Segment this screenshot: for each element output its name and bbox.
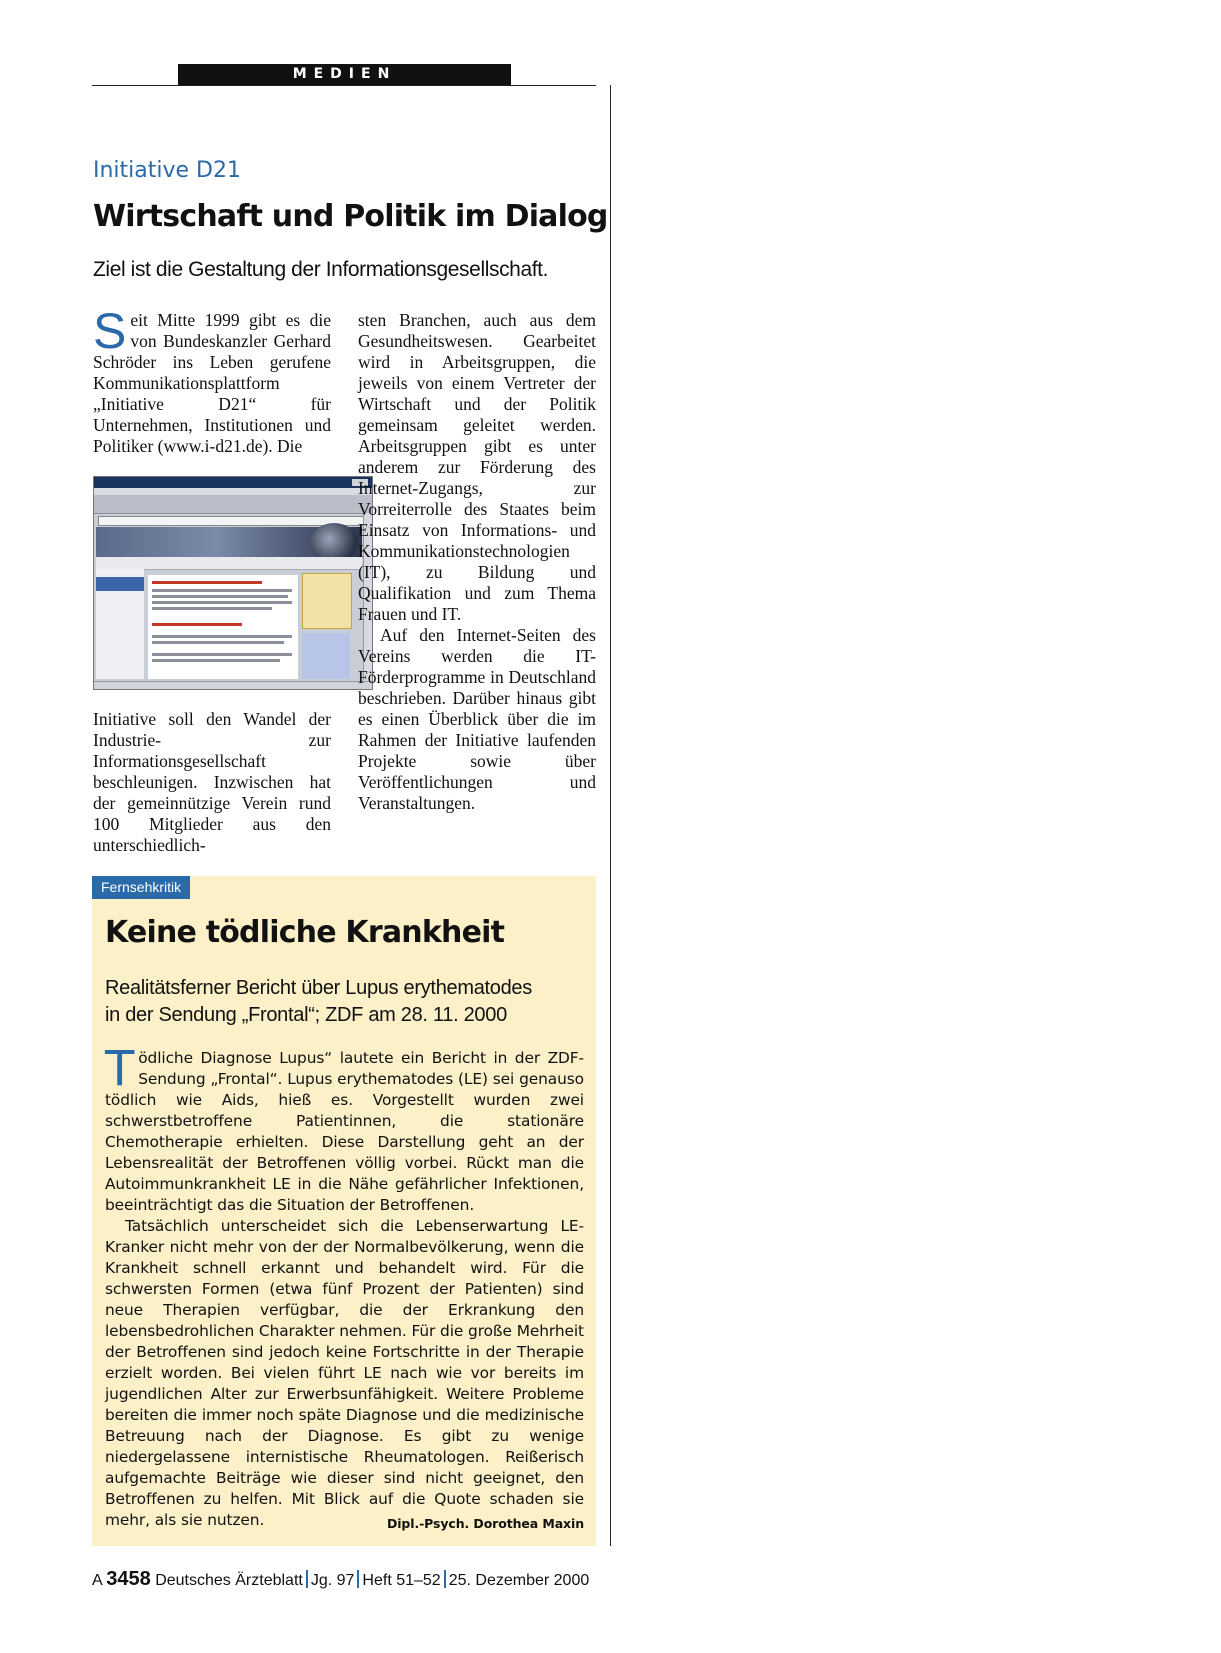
footer-separator xyxy=(357,1570,359,1588)
article2-paragraph2-wrap xyxy=(105,1216,584,1531)
screenshot-toolbar xyxy=(94,495,372,514)
article2-subhead-line2: in der Sendung „Frontal“; ZDF am 28. 11. 2000 xyxy=(105,1004,507,1026)
journal-volume: Jg. 97 xyxy=(310,1572,355,1589)
article1-column1-bottom: Initiative soll den Wandel der Industrie- zur Informationsgesellschaft beschleunigen. Inzwischen hat der gemeinnützige Verein rund 100 Mitglieder aus den unterschiedlich- xyxy=(93,709,331,855)
article2-headline: Keine tödliche Krankheit xyxy=(105,915,505,950)
article2-subhead xyxy=(105,975,585,1029)
article2-author: Dipl.-Psych. Dorothea Maxin xyxy=(386,1516,584,1531)
article1-column1-top xyxy=(93,303,331,457)
website-screenshot-image xyxy=(93,476,373,690)
article2-paragraph2: Tatsächlich unterscheidet sich die Lebenserwartung LE-Kranker nicht mehr von der der Normalbevölkerung, wenn die Krankheit schnell erkannt und behandelt wird. Für die schwersten Formen (etwa fünf Prozent der Patienten) sind neue Therapien verfügbar, die der Erkrankung den lebensbedrohlichen Charakter nehmen. Für die große Mehrheit der Betroffenen sind jedoch keine Fortschritte in der Therapie erzielt worden. Bei vielen führt LE nach wie vor bereits im jugendlichen Alter zur Erwerbsunfähigkeit. Weitere Probleme bereiten die immer noch späte Diagnose und die medizinische Betreuung nach der Diagnose. Es gibt zu wenige niedergelassene internistische Rheumatologen. Reißerisch aufgemachte Beiträge wie dieser sind nicht geeignet, den Betroffenen zu helfen. Mit Blick auf die Quote schaden sie mehr, als sie nutzen. xyxy=(105,1217,584,1529)
article1-intro-text: eit Mitte 1999 gibt es die von Bundeskanzler Gerhard Schröder ins Leben gerufene Kommunikationsplattform „Initiative D21“ für Unternehmen, Institutionen und Politiker (www.i-d21.de). Die xyxy=(93,310,331,456)
tv-critique-tag: Fernsehkritik xyxy=(92,876,190,899)
screenshot-titlebar xyxy=(94,477,372,488)
article1-kicker: Initiative D21 xyxy=(93,158,241,183)
section-header-bar: MEDIEN xyxy=(178,64,511,85)
article2-paragraph1-wrap xyxy=(105,1041,584,1216)
screenshot-menubar xyxy=(94,488,372,495)
article2-paragraph1: ödliche Diagnose Lupus“ lautete ein Bericht in der ZDF-Sendung „Frontal“. Lupus erythematodes (LE) sei genauso tödlich wie Aids, hieß es. Vorgestellt wurden zwei schwerstbetroffene Patientinnen, die stationäre Chemotherapie erhielten. Diese Darstellung geht an der Lebensrealität der Betroffenen völlig vorbei. Rückt man die Autoimmunkrankheit LE in die Nähe gefährlicher Infektionen, beeinträchtigt das die Situation der Betroffenen. xyxy=(105,1049,584,1214)
journal-issue: Heft 51–52 xyxy=(362,1572,441,1589)
screenshot-promo-box xyxy=(302,573,352,629)
dropcap-s: S xyxy=(93,303,127,359)
journal-name: Deutsches Ärzteblatt xyxy=(155,1572,303,1589)
article1-headline: Wirtschaft und Politik im Dialog xyxy=(93,199,608,234)
header-rule xyxy=(92,85,596,86)
page-footer xyxy=(92,1568,589,1591)
article1-subhead: Ziel ist die Gestaltung der Informationsgesellschaft. xyxy=(93,258,549,281)
journal-date: 25. Dezember 2000 xyxy=(448,1572,590,1589)
footer-separator xyxy=(444,1570,446,1588)
article2-body xyxy=(105,1041,584,1534)
screenshot-photo-box xyxy=(302,633,350,679)
article1-col2-paragraph2: Auf den Internet-Seiten des Vereins werden die IT-Förderprogramme in Deutschland beschrieben. Darüber hinaus gibt es einen Überblick über die im Rahmen der Initiative laufenden Projekte sowie über Veröffentlichungen und Veranstaltungen. xyxy=(358,625,596,813)
column-divider xyxy=(610,85,611,1546)
dropcap-t: T xyxy=(105,1041,135,1097)
screenshot-sidebar-highlight xyxy=(96,577,144,591)
article1-column2 xyxy=(358,310,596,814)
footer-prefix: A xyxy=(92,1572,102,1589)
article1-col2-paragraph1: sten Branchen, auch aus dem Gesundheitswesen. Gearbeitet wird in Arbeitsgruppen, die jeweils von einem Vertreter der Wirtschaft und der Politik gemeinsam geleitet werden. Arbeitsgruppen gibt es unter anderem zur Förderung des Internet-Zugangs, zur Vorreiterrolle des Staates beim Einsatz von Informations- und Kommunikationstechnologien (IT), zu Bildung und Qualifikation und zum Thema Frauen und IT. xyxy=(358,310,596,624)
article2-subhead-line1: Realitätsferner Bericht über Lupus erythematodes xyxy=(105,977,532,999)
page-number: 3458 xyxy=(106,1568,151,1590)
screenshot-statusbar xyxy=(94,681,372,689)
footer-separator xyxy=(306,1570,308,1588)
